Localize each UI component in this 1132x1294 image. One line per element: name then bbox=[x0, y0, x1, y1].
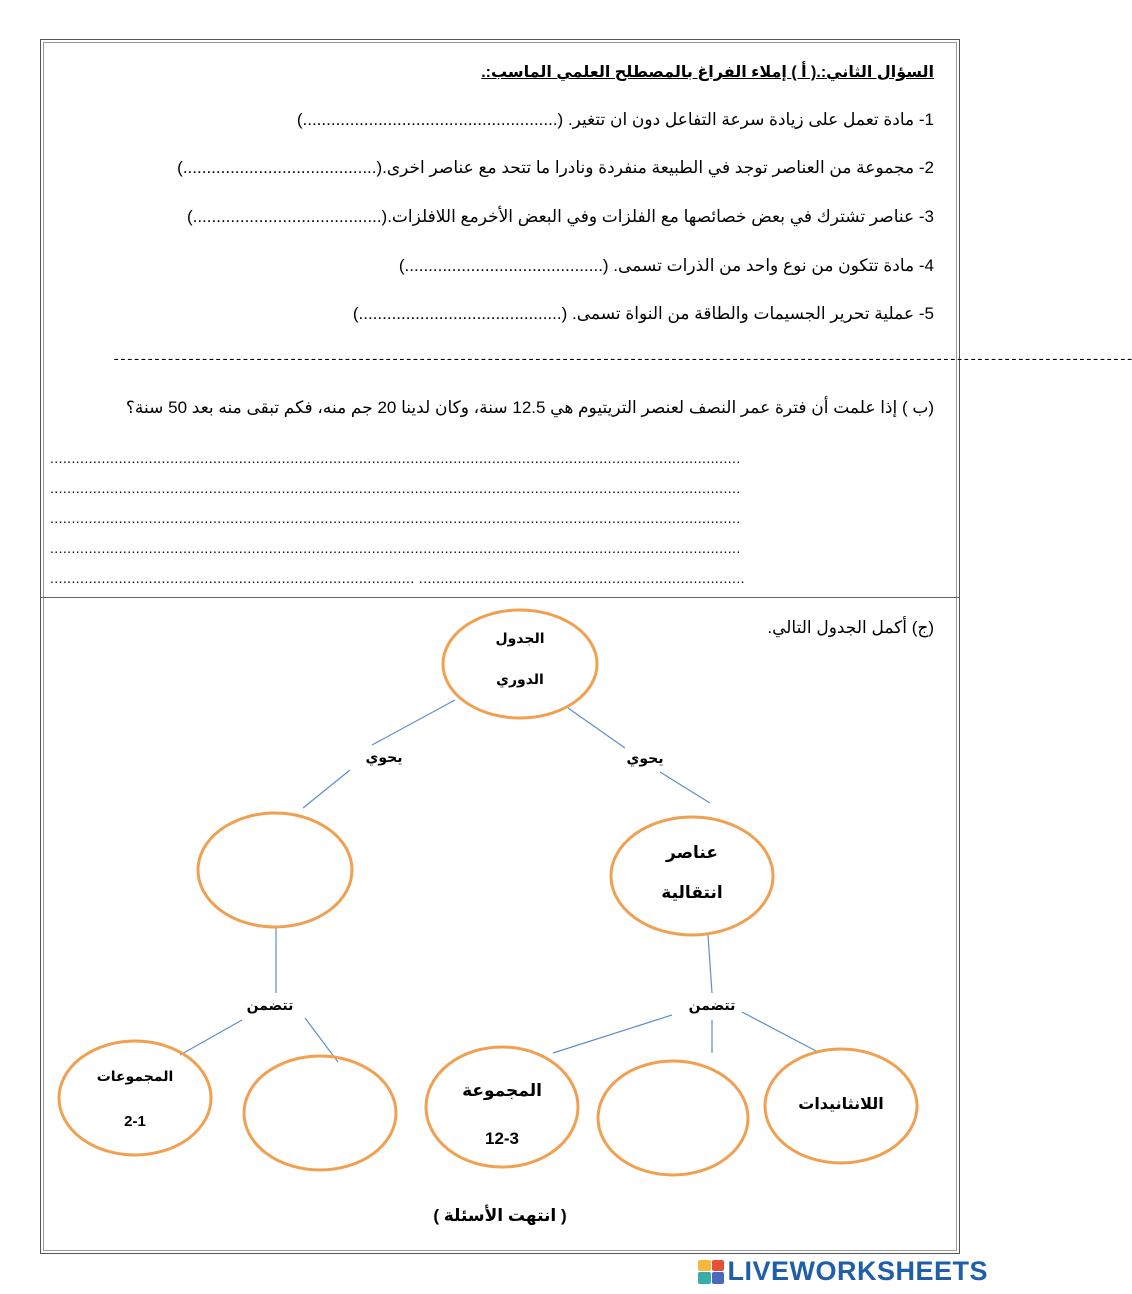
connector bbox=[303, 770, 350, 808]
right-mid-label-line2: انتقالية bbox=[661, 883, 723, 902]
leaf-node-1 bbox=[59, 1041, 211, 1155]
question-2: 2- مجموعة من العناصر توجد في الطبيعة منفردة ونادرا ما تتحد مع عناصر اخرى.(.........................................) bbox=[177, 158, 934, 177]
end-of-questions: ( انتهت الأسئلة ) bbox=[433, 1206, 567, 1225]
connector bbox=[372, 700, 455, 745]
root-label-line1: الجدول bbox=[495, 630, 545, 646]
connector bbox=[180, 1020, 242, 1055]
connector bbox=[568, 708, 625, 748]
leaf-node-2 bbox=[244, 1056, 396, 1170]
answer-line[interactable]: ..................................................................................... ............................................................................ bbox=[50, 570, 745, 586]
brand-name: LIVEWORKSHEETS bbox=[727, 1256, 988, 1286]
leaf-node-3 bbox=[426, 1047, 578, 1167]
leaf-3-label-line2: 12-3 bbox=[484, 1129, 520, 1148]
leaf-node-4 bbox=[598, 1061, 748, 1175]
section-b-question: (ب ) إذا علمت أن فترة عمر النصف لعنصر التريتيوم هي 12.5 سنة، وكان لدينا 20 جم منه، فكم تبقى منه بعد 50 سنة؟ bbox=[125, 398, 934, 417]
connector bbox=[708, 935, 712, 993]
connector bbox=[553, 1015, 672, 1053]
connector bbox=[660, 772, 710, 803]
left-mid-node bbox=[198, 813, 352, 927]
right-mid-node bbox=[611, 817, 773, 935]
leaf-1-label-line1: المجموعات bbox=[96, 1068, 174, 1084]
answer-line[interactable]: ................................................................................................................................................................. bbox=[50, 510, 741, 526]
dashed-separator: ------------------------------------------------------------------------------------------------------------------------------------------------------ bbox=[112, 352, 1132, 368]
question-4: 4- مادة تتكون من نوع واحد من الذرات تسمى. (..........................................) bbox=[398, 256, 934, 275]
edge-label-right: يحوي bbox=[626, 750, 664, 766]
includes-label-left: تتضمن bbox=[246, 997, 294, 1013]
includes-label-right: تتضمن bbox=[688, 997, 736, 1013]
brand-watermark bbox=[698, 1256, 988, 1287]
section-a-title: السؤال الثاني:.( أ ) إملاء الفراغ بالمصطلح العلمي الماسب:. bbox=[481, 64, 934, 81]
question-5: 5- عملية تحرير الجسيمات والطاقة من النواة تسمى. (...........................................) bbox=[352, 304, 934, 323]
leaf-3-label-line1: المجموعة bbox=[462, 1081, 542, 1100]
root-node bbox=[443, 610, 597, 718]
question-1: 1- مادة تعمل على زيادة سرعة التفاعل دون ان تتغير. (......................................................) bbox=[296, 110, 934, 129]
answer-line[interactable]: ................................................................................................................................................................. bbox=[50, 450, 741, 466]
section-c-question: (ج) أكمل الجدول التالي. bbox=[767, 618, 934, 637]
question-3: 3- عناصر تشترك في بعض خصائصها مع الفلزات وفي البعض الأخرمع اللافلزات.(........................................) bbox=[186, 207, 934, 226]
leaf-5-label-line1: اللانثانيدات bbox=[798, 1096, 884, 1113]
edge-label-left: يحوي bbox=[365, 749, 403, 765]
right-mid-label-line1: عناصر bbox=[666, 843, 718, 862]
leaf-1-label-line2: 2-1 bbox=[124, 1113, 146, 1130]
connector bbox=[742, 1012, 818, 1052]
root-label-line2: الدوري bbox=[496, 671, 544, 687]
liveworksheets-logo-icon bbox=[698, 1260, 724, 1284]
answer-line[interactable]: ................................................................................................................................................................. bbox=[50, 540, 741, 556]
answer-line[interactable]: ................................................................................................................................................................. bbox=[50, 480, 741, 496]
